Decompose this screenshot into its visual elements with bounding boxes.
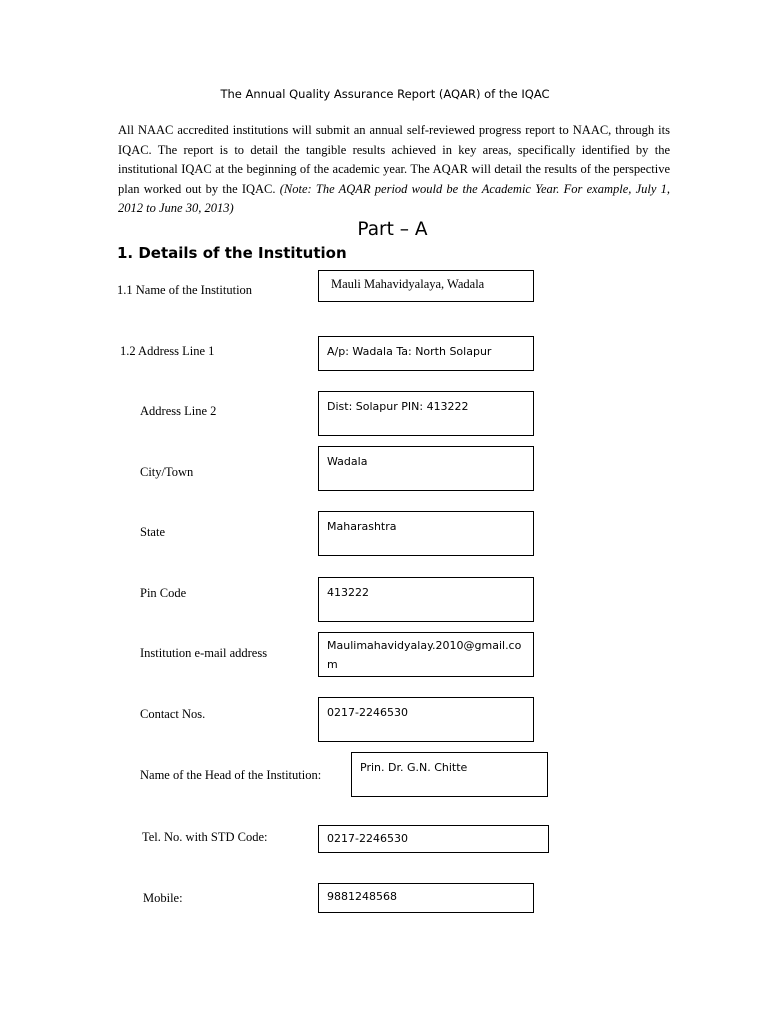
email-label: Institution e-mail address [140,646,268,660]
pin-code-field[interactable]: 413222 [318,577,534,622]
contact-nos-field[interactable]: 0217-2246530 [318,697,534,742]
address-line-1-field[interactable]: A/p: Wadala Ta: North Solapur [318,336,534,371]
address-line-2-field[interactable]: Dist: Solapur PIN: 413222 [318,391,534,436]
state-field[interactable]: Maharashtra [318,511,534,556]
address-line-2-label: Address Line 2 [140,404,217,418]
institution-name-label: 1.1 Name of the Institution [117,283,253,297]
state-label: State [140,525,165,539]
tel-std-field[interactable]: 0217-2246530 [318,825,549,853]
part-heading: Part – A [357,219,428,240]
head-of-institution-field[interactable]: Prin. Dr. G.N. Chitte [351,752,548,797]
city-label: City/Town [140,465,194,479]
mobile-field[interactable]: 9881248568 [318,883,534,913]
mobile-label: Mobile: [143,891,183,905]
intro-note: (Note: The AQAR period would be the Academic Year. For example, July 1, 2012 to June 30, 2013) [118,181,670,215]
address-line-1-label: 1.2 Address Line 1 [120,344,215,358]
city-field[interactable]: Wadala [318,446,534,491]
document-title: The Annual Quality Assurance Report (AQAR) of the IQAC [220,87,550,101]
section-heading: 1. Details of the Institution [117,244,347,262]
email-field[interactable]: Maulimahavidyalay.2010@gmail.com [318,632,534,677]
contact-nos-label: Contact Nos. [140,707,206,721]
tel-std-label: Tel. No. with STD Code: [142,830,268,844]
institution-name-field[interactable]: Mauli Mahavidyalaya, Wadala [318,270,534,302]
head-of-institution-label: Name of the Head of the Institution: [140,768,322,782]
intro-paragraph [118,121,670,219]
pin-code-label: Pin Code [140,586,187,600]
intro-text: All NAAC accredited institutions will submit an annual self-reviewed progress report to NAAC, through its IQAC. The report is to detail the tangible results achieved in key areas, specifically identified by the institutional IQAC at the beginning of the academic year. The AQAR will detail the results of the perspective plan worked out by the IQAC. [118,123,670,196]
